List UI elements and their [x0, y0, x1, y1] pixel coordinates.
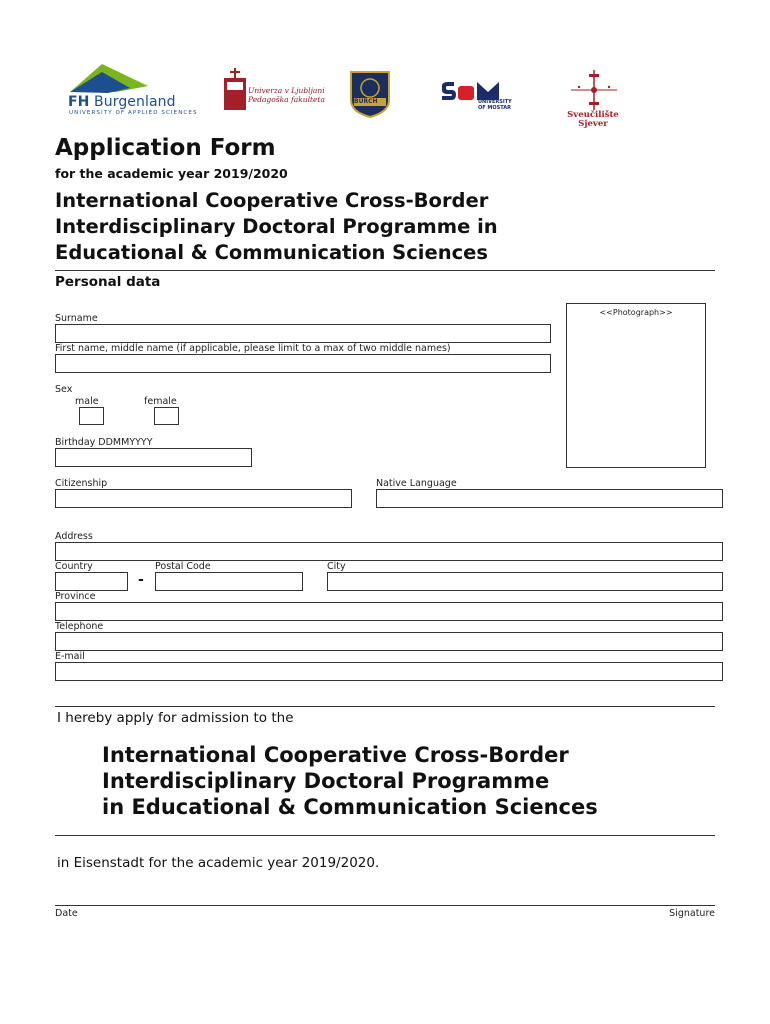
programme-name-line: Interdisciplinary Doctoral Programme [102, 769, 550, 793]
section-title-personal-data: Personal data [55, 274, 161, 290]
programme-name-line: International Cooperative Cross-Border [102, 743, 569, 767]
apply-statement: I hereby apply for admission to the [57, 710, 294, 726]
photograph-box[interactable] [566, 303, 706, 468]
province-field[interactable] [55, 602, 723, 621]
programme-heading [55, 188, 498, 266]
location-statement: in Eisenstadt for the academic year 2019/2020. [57, 855, 380, 871]
ljubljana-logo-line1: Univerza v Ljubljani [248, 86, 325, 95]
photograph-placeholder: <<Photograph>> [599, 308, 673, 317]
surname-field[interactable] [55, 324, 551, 343]
address-label: Address [55, 531, 93, 542]
citizenship-field[interactable] [55, 489, 352, 508]
burch-shield-icon [347, 70, 393, 118]
surname-label: Surname [55, 313, 98, 324]
divider [55, 270, 715, 271]
form-title: Application Form [55, 135, 276, 161]
programme-heading-line: Educational & Communication Sciences [55, 241, 488, 264]
province-label: Province [55, 591, 96, 602]
female-label: female [144, 396, 177, 407]
sjever-logo-line1: Sveučilište [567, 110, 619, 120]
telephone-field[interactable] [55, 632, 723, 651]
postal-code-label: Postal Code [155, 561, 211, 572]
female-checkbox[interactable] [154, 407, 179, 425]
programme-name [102, 742, 598, 820]
university-seal-icon [224, 68, 246, 110]
fh-logo-subtitle: UNIVERSITY OF APPLIED SCIENCES [69, 110, 198, 116]
form-subtitle: for the academic year 2019/2020 [55, 166, 288, 181]
divider [55, 706, 715, 707]
first-name-field[interactable] [55, 354, 551, 373]
country-field[interactable] [55, 572, 128, 591]
programme-heading-line: International Cooperative Cross-Border [55, 189, 489, 212]
citizenship-label: Citizenship [55, 478, 108, 489]
divider [55, 835, 715, 836]
sex-label: Sex [55, 384, 73, 395]
signature-line[interactable] [55, 905, 715, 906]
city-label: City [327, 561, 346, 572]
male-label: male [75, 396, 99, 407]
country-label: Country [55, 561, 93, 572]
native-language-label: Native Language [376, 478, 457, 489]
ljubljana-logo-line2: Pedagoška fakulteta [248, 95, 325, 104]
male-checkbox[interactable] [79, 407, 104, 425]
burch-logo-text: BURCH [354, 98, 378, 105]
signature-label: Signature [669, 908, 715, 919]
native-language-field[interactable] [376, 489, 723, 508]
fh-logo-text: Burgenland [89, 94, 176, 110]
email-label: E-mail [55, 651, 85, 662]
first-name-label: First name, middle name (if applicable, please limit to a max of two middle names) [55, 343, 451, 354]
fh-logo-text-bold: FH [68, 94, 90, 110]
sjever-emblem-icon [567, 70, 621, 110]
country-postal-separator: - [138, 572, 144, 588]
fh-burgenland-emblem-icon [68, 62, 150, 94]
date-label: Date [55, 908, 78, 919]
email-field[interactable] [55, 662, 723, 681]
telephone-label: Telephone [55, 621, 104, 632]
birthday-field[interactable] [55, 448, 252, 467]
postal-code-field[interactable] [155, 572, 303, 591]
programme-name-line: in Educational & Communication Sciences [102, 795, 598, 819]
city-field[interactable] [327, 572, 723, 591]
programme-heading-line: Interdisciplinary Doctoral Programme in [55, 215, 498, 238]
birthday-label: Birthday DDMMYYYY [55, 437, 153, 448]
sum-logo-line1: UNIVERSITY [478, 99, 512, 105]
address-field[interactable] [55, 542, 723, 561]
sum-logo-line2: OF MOSTAR [478, 105, 511, 111]
sjever-logo-line2: Sjever [578, 119, 608, 129]
